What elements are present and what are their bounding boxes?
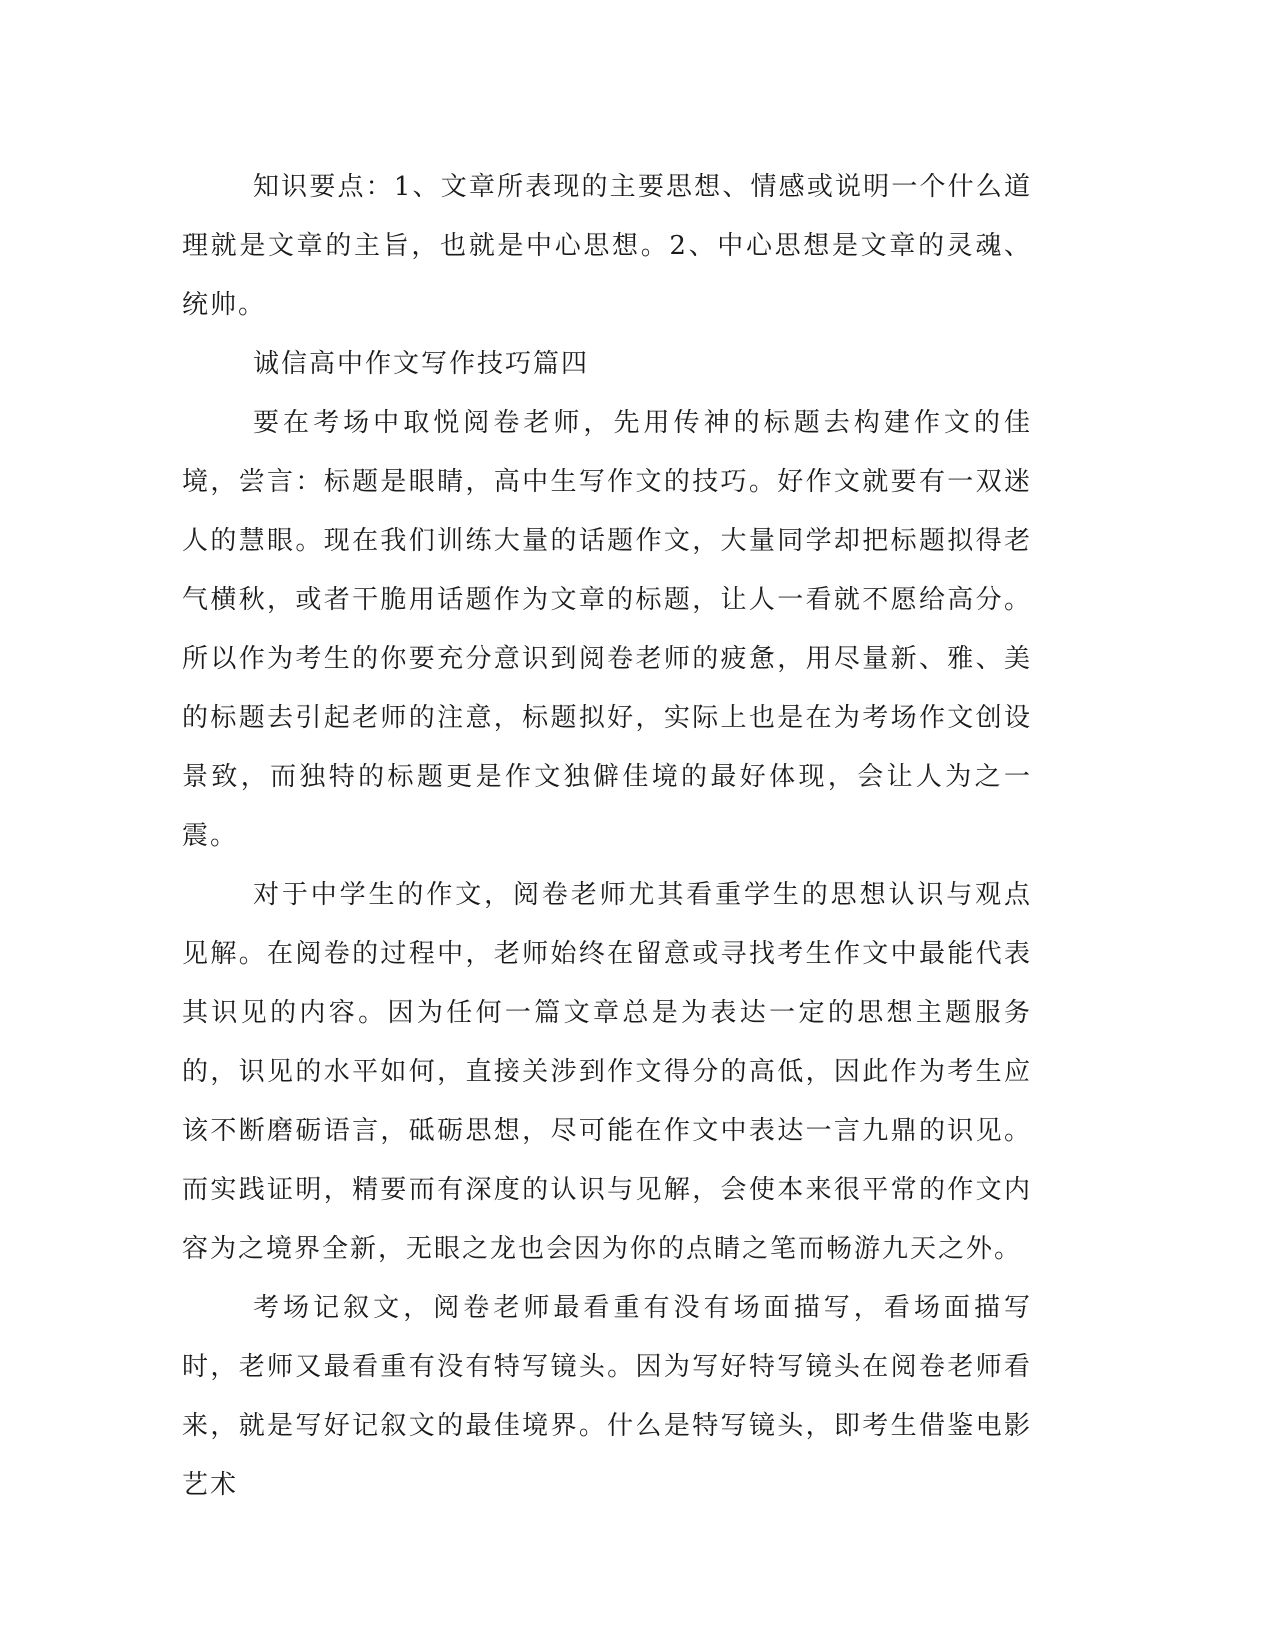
paragraph-key-points: 知识要点：1、文章所表现的主要思想、情感或说明一个什么道理就是文章的主旨，也就是中心思想。2、中心思想是文章的灵魂、统帅。	[182, 172, 1032, 320]
section-heading: 诚信高中作文写作技巧篇四	[253, 349, 590, 379]
paragraph-closeup-tips: 考场记叙文，阅卷老师最看重有没有场面描写，看场面描写时，老师又最看重有没有特写镜头。因为写好特写镜头在阅卷老师看来，就是写好记叙文的最佳境界。什么是特写镜头，即考生借鉴电影艺术	[182, 1293, 1032, 1500]
paragraph-title-tips: 要在考场中取悦阅卷老师，先用传神的标题去构建作文的佳境，尝言：标题是眼睛，高中生写作文的技巧。好作文就要有一双迷人的慧眼。现在我们训练大量的话题作文，大量同学却把标题拟得老气横秋，或者干脆用话题作为文章的标题，让人一看就不愿给高分。所以作为考生的你要充分意识到阅卷老师的疲惫，用尽量新、雅、美的标题去引起老师的注意，标题拟好，实际上也是在为考场作文创设景致，而独特的标题更是作文独僻佳境的最好体现，会让人为之一震。	[182, 408, 1032, 851]
paragraph-insight-tips: 对于中学生的作文，阅卷老师尤其看重学生的思想认识与观点见解。在阅卷的过程中，老师始终在留意或寻找考生作文中最能代表其识见的内容。因为任何一篇文章总是为表达一定的思想主题服务的，识见的水平如何，直接关涉到作文得分的高低，因此作为考生应该不断磨砺语言，砥砺思想，尽可能在作文中表达一言九鼎的识见。而实践证明，精要而有深度的认识与见解，会使本来很平常的作文内容为之境界全新，无眼之龙也会因为你的点睛之笔而畅游九天之外。	[182, 880, 1032, 1264]
document-body	[182, 158, 1032, 1515]
